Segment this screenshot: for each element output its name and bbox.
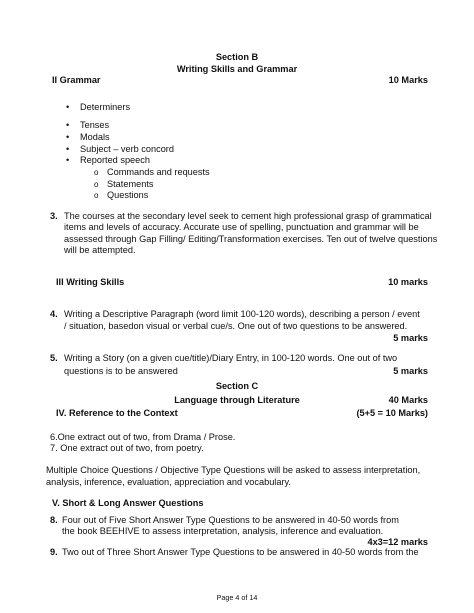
topic-item: • Determiners bbox=[80, 102, 130, 113]
q3-line: The courses at the secondary level seek to cement high professional grasp of grammatical bbox=[64, 211, 432, 221]
topic-item: • Tenses bbox=[80, 120, 109, 131]
writing-title: III Writing Skills bbox=[56, 277, 125, 287]
subtopic-item: o Commands and requests bbox=[107, 167, 210, 178]
mcq-line: analysis, inference, evaluation, appreciation and vocabulary. bbox=[46, 477, 291, 487]
q9-line: Two out of Three Short Answer Type Questions to be answered in 40-50 words from the bbox=[62, 547, 419, 557]
page-number: Page 4 of 14 bbox=[216, 593, 258, 602]
q3-line: assessed through Gap Filling/ Editing/Transformation exercises. Ten out of twelve questions bbox=[64, 234, 438, 244]
section-c-subheading: Language through Literature bbox=[174, 395, 300, 405]
grammar-marks: 10 Marks bbox=[388, 75, 428, 85]
q9-number: 9. bbox=[50, 547, 58, 557]
writing-marks: 10 marks bbox=[388, 277, 428, 287]
topic-item: • Reported speech bbox=[80, 155, 150, 166]
q4-line: Writing a Descriptive Paragraph (word limit 100-120 words), describing a person / event bbox=[64, 309, 420, 319]
q8-marks: 4x3=12 marks bbox=[367, 537, 428, 547]
q8-line: Four out of Five Short Answer Type Questions to be answered in 40-50 words from bbox=[62, 515, 399, 525]
q8-line: the book BEEHIVE to assess interpretation, analysis, inference and evaluation. bbox=[62, 526, 384, 536]
topic-item: • Subject – verb concord bbox=[80, 144, 174, 155]
q4-line: / situation, basedon visual or verbal cue/s. One out of two questions to be answered. bbox=[64, 321, 408, 331]
section-b-subheading: Writing Skills and Grammar bbox=[176, 64, 298, 74]
section-b-heading: Section B bbox=[215, 52, 259, 62]
iv-title: IV. Reference to the Context bbox=[56, 408, 178, 418]
v-title: V. Short & Long Answer Questions bbox=[52, 498, 204, 508]
q8-number: 8. bbox=[50, 515, 58, 525]
topic-item: • Modals bbox=[80, 132, 110, 143]
q3-line: will be attempted. bbox=[64, 245, 136, 255]
q5-line: questions is to be answered bbox=[64, 366, 178, 376]
q7-text: 7. One extract out of two, from poetry. bbox=[50, 443, 204, 453]
mcq-line: Multiple Choice Questions / Objective Type Questions will be asked to assess interpretation, bbox=[46, 465, 421, 475]
q6-text: 6.One extract out of two, from Drama / Prose. bbox=[50, 432, 236, 442]
q3-number: 3. bbox=[50, 211, 58, 221]
subtopic-item: o Questions bbox=[107, 190, 148, 201]
q4-number: 4. bbox=[50, 309, 58, 319]
grammar-title: II Grammar bbox=[52, 75, 101, 85]
q4-marks: 5 marks bbox=[393, 333, 428, 343]
subtopic-item: o Statements bbox=[107, 179, 153, 190]
q3-line: items and levels of accuracy. Accurate use of spelling, punctuation and grammar will be bbox=[64, 222, 419, 232]
section-c-heading: Section C bbox=[215, 381, 259, 391]
section-c-marks: 40 Marks bbox=[388, 395, 428, 405]
iv-marks: (5+5 = 10 Marks) bbox=[356, 408, 428, 418]
q5-marks: 5 marks bbox=[393, 366, 428, 376]
q5-line: Writing a Story (on a given cue/title)/Diary Entry, in 100-120 words. One out of two bbox=[64, 353, 398, 363]
q5-number: 5. bbox=[50, 353, 58, 363]
